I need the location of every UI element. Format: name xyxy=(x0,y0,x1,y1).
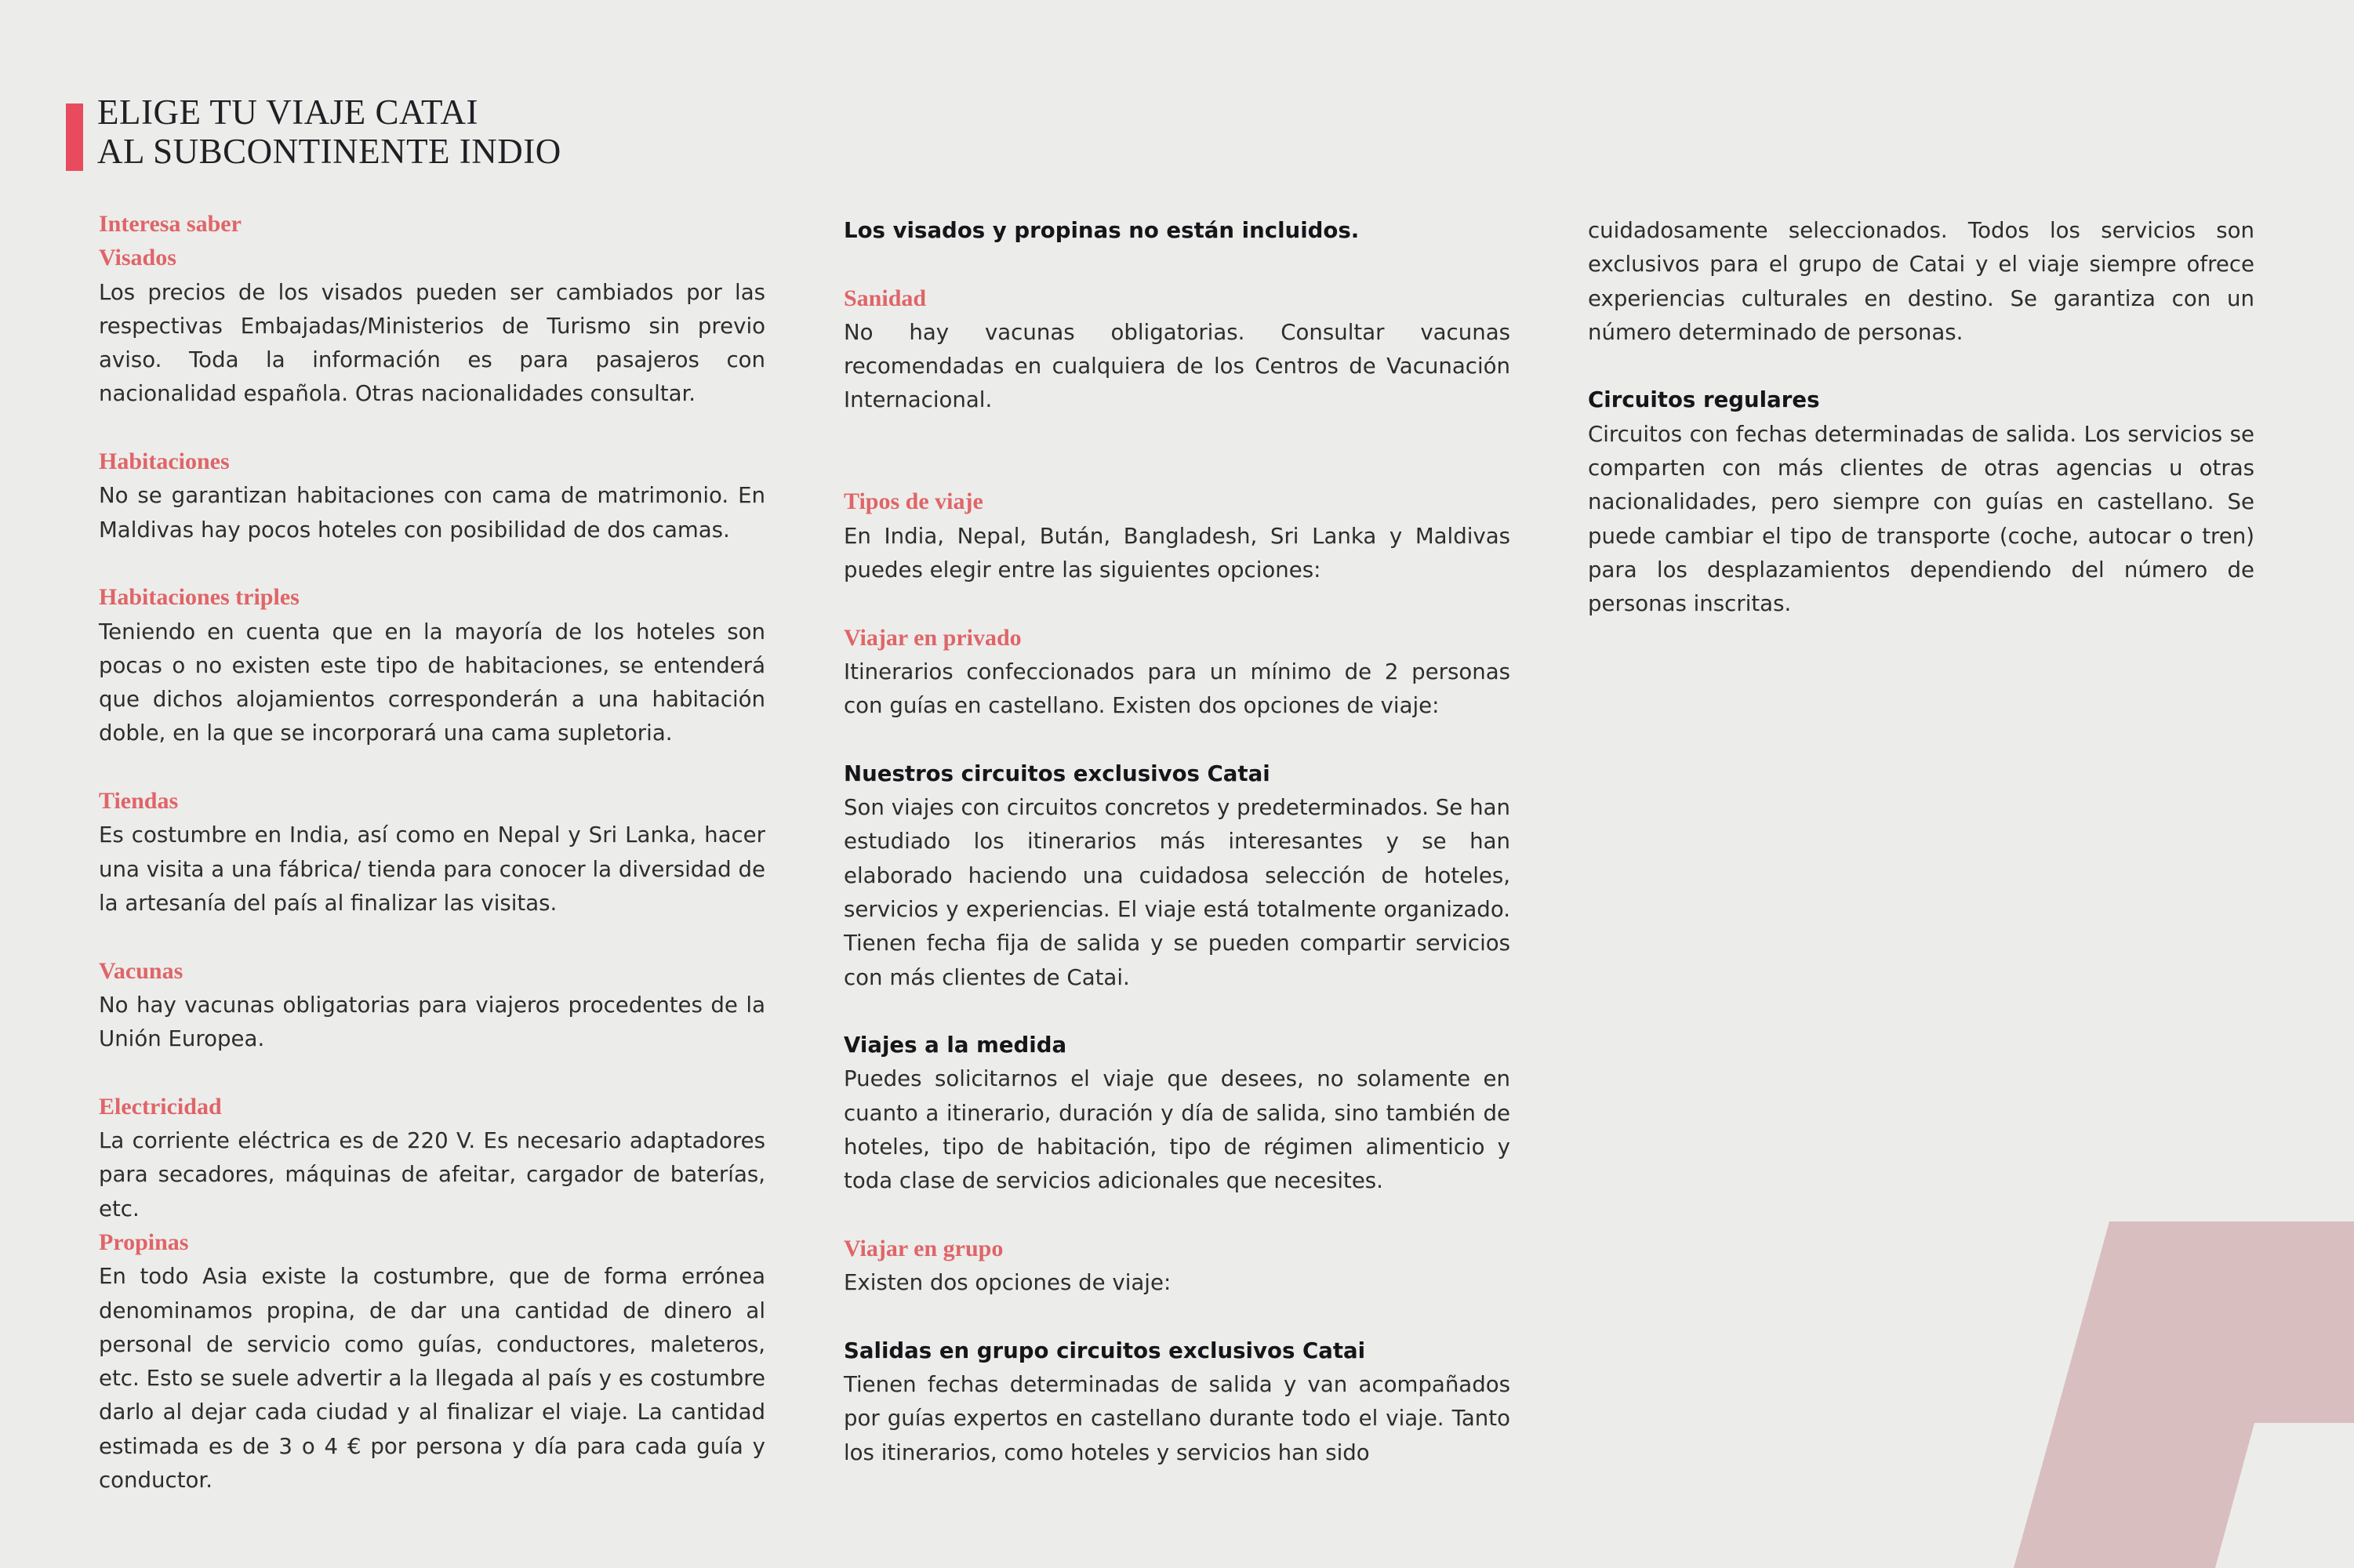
heading-habitaciones: Habitaciones xyxy=(99,448,230,475)
heading-tipos-de-viaje: Tipos de viaje xyxy=(844,488,983,515)
heading-viajar-en-grupo: Viajar en grupo xyxy=(844,1235,1004,1261)
paragraph-habitaciones: No se garantizan habitaciones con cama de matrimonio. En Maldivas hay pocos hoteles con posibilidad de dos camas. xyxy=(99,482,765,543)
heading-tiendas: Tiendas xyxy=(99,788,179,815)
title-line-2: AL SUBCONTINENTE INDIO xyxy=(97,132,561,171)
heading-interesa-saber: Interesa saber xyxy=(99,211,242,237)
visados-propinas-note: Los visados y propinas no están incluidos. xyxy=(844,217,1360,243)
page-title xyxy=(97,93,561,171)
paragraph-tiendas: Es costumbre en India, así como en Nepal y Sri Lanka, hacer una visita a una fábrica/ tienda para conocer la diversidad de la artesanía del país al finalizar las visitas. xyxy=(99,822,765,916)
paragraph-circuitos-regulares: Circuitos con fechas determinadas de salida. Los servicios se comparten con más clientes de otras agencias u otras nacionalidades, pero siempre con guías en castellano. Se puede cambiar el tipo de transporte (coche, autocar o tren) para los desplazamientos dependiendo del número de personas inscritas. xyxy=(1588,420,2254,617)
heading-salidas-en-grupo: Salidas en grupo circuitos exclusivos Catai xyxy=(844,1337,1366,1363)
heading-circuitos-exclusivos: Nuestros circuitos exclusivos Catai xyxy=(844,760,1270,786)
title-accent-bar xyxy=(66,103,83,171)
heading-viajes-a-la-medida: Viajes a la medida xyxy=(844,1032,1067,1058)
paragraph-vacunas: No hay vacunas obligatorias para viajeros procedentes de la Unión Europea. xyxy=(99,991,765,1052)
column-1 xyxy=(99,207,765,1497)
paragraph-propinas: En todo Asia existe la costumbre, que de forma errónea denominamos propina, de dar una cantidad de dinero al personal de servicio como guías, conductores, maleteros, etc. Esto se suele advertir a la llegada al país y es costumbre darlo al dejar cada ciudad y al finalizar el viaje. La cantidad estimada es de 3 o 4 € por persona y día para cada guía y conductor. xyxy=(99,1263,765,1493)
heading-propinas: Propinas xyxy=(99,1229,189,1255)
paragraph-electricidad: La corriente eléctrica es de 220 V. Es necesario adaptadores para secadores, máquinas de afeitar, cargador de baterías, etc. xyxy=(99,1127,765,1221)
heading-visados: Visados xyxy=(99,245,176,271)
paragraph-tipos-de-viaje: En India, Nepal, Bután, Bangladesh, Sri Lanka y Maldivas puedes elegir entre las siguientes opciones: xyxy=(844,522,1510,583)
paragraph-salidas-en-grupo: Tienen fechas determinadas de salida y van acompañados por guías expertos en castellano durante todo el viaje. Tanto los itinerarios, como hoteles y servicios han sido xyxy=(844,1371,1510,1465)
paragraph-sanidad: No hay vacunas obligatorias. Consultar vacunas recomendadas en cualquiera de los Centros de Vacunación Internacional. xyxy=(844,318,1510,413)
paragraph-circuitos-exclusivos: Son viajes con circuitos concretos y predeterminados. Se han estudiado los itinerarios más interesantes y se han elaborado haciendo una cuidadosa selección de hoteles, servicios y experiencias. El viaje está totalmente organizado. Tienen fecha fija de salida y se pueden compartir servicios con más clientes de Catai. xyxy=(844,794,1510,990)
heading-viajar-en-privado: Viajar en privado xyxy=(844,624,1022,651)
heading-vacunas: Vacunas xyxy=(99,957,183,984)
paragraph-viajes-a-la-medida: Puedes solicitarnos el viaje que desees, no solamente en cuanto a itinerario, duración y día de salida, sino también de hoteles, tipo de habitación, tipo de régimen alimenticio y toda clase de servicios adicionales que necesites. xyxy=(844,1065,1510,1194)
paragraph-viajar-en-grupo: Existen dos opciones de viaje: xyxy=(844,1269,1172,1296)
column-2 xyxy=(844,213,1510,1469)
paragraph-viajar-en-privado: Itinerarios confeccionados para un mínimo de 2 personas con guías en castellano. Existen dos opciones de viaje: xyxy=(844,658,1510,719)
heading-electricidad: Electricidad xyxy=(99,1093,222,1120)
heading-habitaciones-triples: Habitaciones triples xyxy=(99,584,300,611)
heading-circuitos-regulares: Circuitos regulares xyxy=(1588,387,1820,413)
paragraph-salidas-continuation: cuidadosamente seleccionados. Todos los servicios son exclusivos para el grupo de Catai y el viaje siempre ofrece experiencias culturales en destino. Se garantiza con un número determinado de personas. xyxy=(1588,217,2254,345)
title-line-1: ELIGE TU VIAJE CATAI xyxy=(97,93,478,132)
paragraph-habitaciones-triples: Teniendo en cuenta que en la mayoría de los hoteles son pocas o no existen este tipo de habitaciones, se entenderá que dichos alojamientos corresponderán a una habitación doble, en la que se incorporará una cama supletoria. xyxy=(99,618,765,746)
heading-sanidad: Sanidad xyxy=(844,285,927,311)
column-3 xyxy=(1588,213,2254,621)
paragraph-visados: Los precios de los visados pueden ser cambiados por las respectivas Embajadas/Ministerios de Turismo sin previo aviso. Toda la información es para pasajeros con nacionalidad española. Otras nacionalidades consultar. xyxy=(99,278,765,407)
